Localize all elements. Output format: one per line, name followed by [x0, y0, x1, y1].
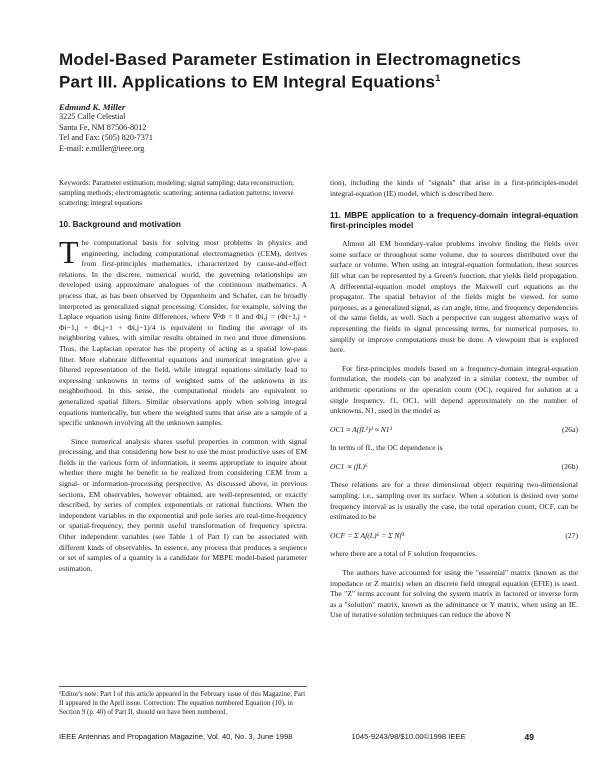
- right-intro: tion), including the kinds of "signals" that arise in a first-principles-model integral-equation (IE) model, which is described here.: [330, 178, 578, 198]
- right-column: [330, 178, 578, 629]
- author-name: Edmund K. Miller: [59, 102, 126, 112]
- equation-27-body: OCF = Σ Af(L)⁶ = Σ Nf³: [330, 530, 404, 540]
- section-11-paragraph-5: where there are a total of F solution frequencies.: [330, 549, 477, 559]
- equation-26a-number: (26a): [561, 424, 578, 434]
- title-line-1: Model-Based Parameter Estimation in Electromagnetics: [59, 50, 521, 69]
- section-11-paragraph-6: The authors have accounted for using the "essential" matrix (known as the impedance or Z matrix) when an discrete field integral equation (EFIE) is used. The "Z" terms account for solving the system matrix in factored or inverse form as a "solution" matrix, known as the admittance or Y matrix, when using an IE. Use of iterative solution techniques can reduce the above N: [330, 568, 578, 620]
- page-footer: [59, 732, 534, 742]
- author-email: E-mail: e.miller@ieee.org: [59, 143, 145, 153]
- page-number: 49: [524, 732, 534, 742]
- equation-26b-body: OC1 ∝ (fL)⁶: [330, 461, 368, 471]
- section-11-paragraph-3: In terms of fL, the OC dependence is: [330, 443, 443, 453]
- section-10-heading: 10. Background and motivation: [59, 220, 181, 229]
- equation-26a-body: OC1 ≈ A(fL²)³ ≈ N1³: [330, 424, 392, 434]
- keywords: Keywords: Parameter estimation; modeling; signal sampling; data reconstruction; sampling methods; electromagnetic scattering; antenna radiation patterns; inverse scattering; integral equations: [59, 179, 294, 207]
- author-address-1: 3225 Calle Celestial: [59, 112, 126, 122]
- left-column: [59, 178, 307, 582]
- author-phone: Tel and Fax: (505) 820-7371: [59, 133, 154, 143]
- author-address-2: Santa Fe, NM 87506-8012: [59, 122, 147, 132]
- article-title: [59, 50, 529, 92]
- title-line-2: Part III. Applications to EM Integral Equations$^1$: [59, 72, 441, 92]
- equation-26a: [330, 425, 578, 436]
- section-10-paragraph-2: Since numerical analysis shares useful properties in common with signal processing, and that considering how best to use the most productive uses of EM fields in the various form of information, it seems appropriate to inquire about whether there might be benefit to be realized from considering CEM from a signal- or information-processing perspective. As discussed above, in previous sections, EM observables, however obtained, are well-represented, or exactly described, by series of complex exponentials or rational functions. When the independent variables in the exponential and pole series are real-time-frequency or spatial-frequency, they permit useful transformation of frequency spectra. Other independent variables (see Table 1 of Part I) can be associated with different kinds of observables. In essence, any process that produces a sequence or set of samples of a quantity is a candidate for MBPE model-based parameter estimation.: [59, 436, 307, 573]
- section-11-paragraph-2: For first-principles models based on a frequency-domain integral-equation formulation, the models can be analyzed in a similar context, the number of arithmetic operations or the operation count (OC), required for solution at a single frequency, f1, OC1, will depend approximately on the number of unknowns, N1, used in the model as: [330, 363, 578, 416]
- equation-27: [330, 531, 578, 542]
- equation-26b-number: (26b): [561, 461, 578, 471]
- section-11-paragraph-4: These relations are for a three dimensional object requiring two-dimensional sampling, i.e., sampling over its surface. When a solution is desired over some frequency interval as is usually the case, the total operation count, OCF, can be estimated to be: [330, 480, 578, 522]
- equation-26b: [330, 462, 578, 473]
- section-11-paragraph-1: Almost all EM boundary-value problems involve finding the fields over some surface or throughout some volume, due to sources distributed over the surface or volume. When using an integral-equation formulation, these sources fill what can be represented by a Green's function, that yields field propagation. A differential-equation model employs the Maxwell curl equations as the propagator. The spatial behavior of the fields might be viewed, for some purposes, as a generalized signal, as can angle, time, and frequency dependencies of the same fields, as well. Such a perspective can suggest alternative ways of representing the fields in signal processing terms, for numerical purposes, to simplify or improve computations must be done. A viewpoint that is explored here.: [330, 239, 578, 355]
- copyright-code: 1045-9243/98/$10.00©1998 IEEE: [351, 732, 466, 741]
- section-10-paragraph-1: The computational basis for solving most problems in physics and engineering, including computational electromagnetics (CEM), derives from first-principles mathematics, characterized by cause-and-effect relations. In the discrete, numerical world, the governing relationships are developed using approximate analogues of the continuous mathematics. A process that, as has been observed by Oppenheim and Schafer, can be broadly interpreted as generalized signal processing. Consider, for example, solving the Laplace equation using finite differences, where ∇²Φ = 0 and Φi,j = (Φi+1,j + Φi−1,j + Φi,j+1 + Φi,j−1)/4 is equivalent to finding the average of its neighboring values, with similar results obtained in two and three dimensions. Thus, the Laplacian operator has the property of acting as a spatial low-pass filter. More elaborate differential equations and numerical integration give a filtered representation of the field, while integral equations similarly lead to expressing unknowns in terms of weighted sums of the unknowns in its neighborhood. In this sense, the computational models are equivalent to generalized spatial filters. Similar observations apply when solving integral equations numerically, but where the weighted sums that arise are a sample of a specific unknown involving all the unknown samples.: [59, 234, 307, 428]
- footnote-marker: 1: [435, 73, 441, 83]
- editor-footnote: ¹Editor's note: Part I of this article appeared in the February issue of this Magazine; Part II appeared in the April issue. Correction: The equation numbered Equation (10), in Section 9 (p. 40) of Part II, should not have been numbered.: [59, 686, 307, 717]
- author-block: [59, 102, 259, 154]
- journal-citation: IEEE Antennas and Propagation Magazine, Vol. 40, No. 3, June 1998: [59, 732, 293, 741]
- equation-27-number: (27): [565, 530, 578, 540]
- section-11-heading: 11. MBPE application to a frequency-domain integral-equation first-principles model: [330, 211, 578, 231]
